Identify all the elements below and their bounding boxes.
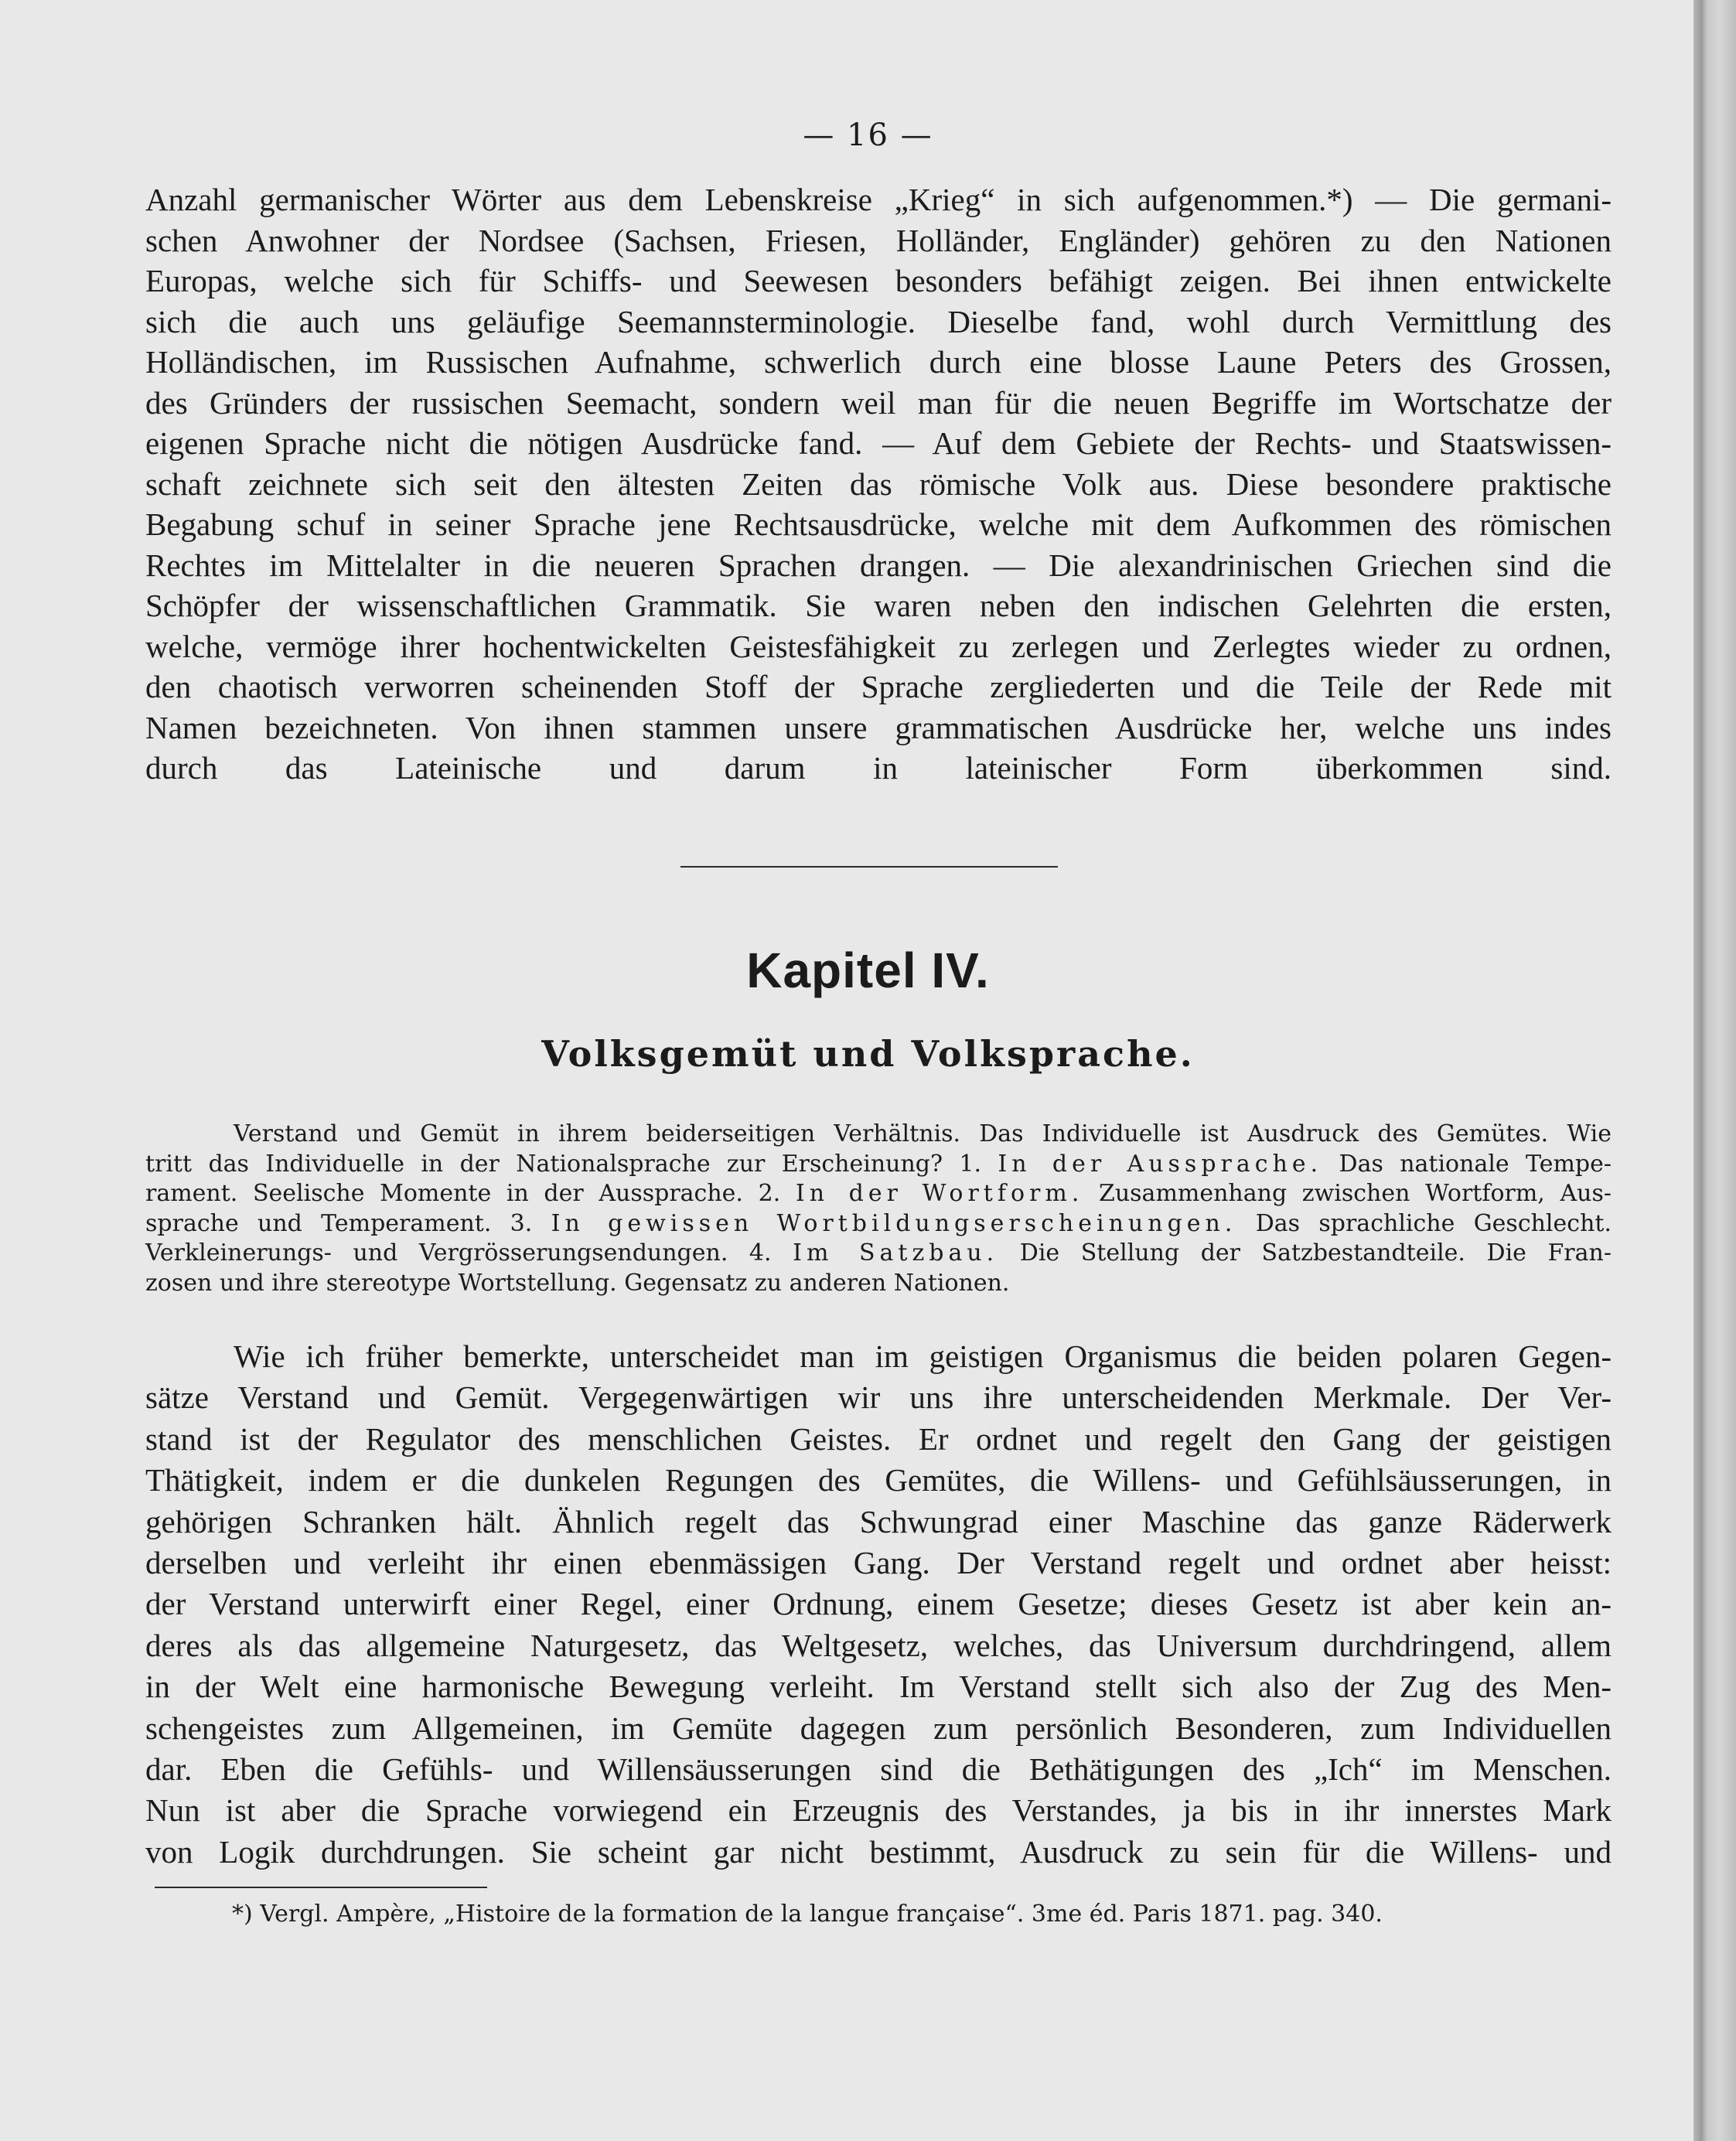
footnote-divider <box>155 1887 487 1888</box>
text-line: deres als das allgemeine Naturgesetz, das Weltgesetz, welches, das Universum durchdringend, allem <box>145 1627 1612 1663</box>
text-line: sätze Verstand und Gemüt. Vergegenwärtigen wir uns ihre unterscheidenden Merkmale. Der Ver- <box>145 1379 1612 1416</box>
text-line: schaft zeichnete sich seit den ältesten Zeiten das römische Volk aus. Diese besondere praktische <box>145 465 1612 502</box>
summary-text: rament. Seelische Momente in der Aussprache. 2. <box>145 1180 781 1207</box>
text-line: eigenen Sprache nicht die nötigen Ausdrücke fand. — Auf dem Gebiete der Rechts- und Staatswissen- <box>145 425 1612 461</box>
summary-line <box>145 1150 1612 1180</box>
summary-text: Das nationale Tempe- <box>1339 1150 1612 1178</box>
summary-line <box>145 1239 1612 1269</box>
text-line: welche, vermöge ihrer hochentwickelten Geistesfähigkeit zu zerlegen und Zerlegtes wieder zu ordnen, <box>145 628 1612 664</box>
footnote: *) Vergl. Ampère, „Histoire de la formation de la langue française“. 3me éd. Paris 1871. pag. 340. <box>232 1901 1383 1928</box>
paragraph-2 <box>145 1336 1612 1873</box>
summary-line: Verstand und Gemüt in ihrem beiderseitigen Verhältnis. Das Individuelle ist Ausdruck des Gemütes. Wie <box>234 1120 1612 1147</box>
text-line: stand ist der Regulator des menschlichen Geistes. Er ordnet und regelt den Gang der geistigen <box>145 1420 1612 1457</box>
section-divider <box>680 866 1058 868</box>
text-line: von Logik durchdrungen. Sie scheint gar nicht bestimmt, Ausdruck zu sein für die Willens- und <box>145 1833 1612 1870</box>
page-number: — 16 — <box>803 118 933 153</box>
text-line: sich die auch uns geläufige Seemannsterminologie. Dieselbe fand, wohl durch Vermittlung des <box>145 303 1612 339</box>
text-line: Rechtes im Mittelalter in die neueren Sprachen drangen. — Die alexandrinischen Griechen sind die <box>145 547 1612 583</box>
summary-line <box>145 1179 1612 1209</box>
text-line: Holländischen, im Russischen Aufnahme, schwerlich durch eine blosse Laune Peters des Grossen, <box>145 344 1612 380</box>
text-line: schen Anwohner der Nordsee (Sachsen, Friesen, Holländer, Engländer) gehören zu den Nationen <box>145 222 1612 258</box>
text-line: Wie ich früher bemerkte, unterscheidet man im geistigen Organismus die beiden polaren Gegen- <box>234 1338 1612 1374</box>
summary-topic: In der Wortform. <box>795 1180 1084 1207</box>
text-line: schengeistes zum Allgemeinen, im Gemüte dagegen zum persönlich Besonderen, zum Individuellen <box>145 1710 1612 1746</box>
text-line: in der Welt eine harmonische Bewegung verleiht. Im Verstand stellt sich also der Zug des Men- <box>145 1669 1612 1705</box>
text-line: Begabung schuf in seiner Sprache jene Rechtsausdrücke, welche mit dem Aufkommen des römischen <box>145 506 1612 542</box>
text-line: derselben und verleiht ihr einen ebenmässigen Gang. Der Verstand regelt und ordnet aber heisst: <box>145 1545 1612 1581</box>
text-line: durch das Lateinische und darum in lateinischer Form überkommen sind. <box>145 750 1612 786</box>
text-line: des Gründers der russischen Seemacht, sondern weil man für die neuen Begriffe im Wortschatze der <box>145 384 1612 421</box>
chapter-summary <box>145 1120 1612 1298</box>
text-line: Namen bezeichneten. Von ihnen stammen unsere grammatischen Ausdrücke her, welche uns indes <box>145 709 1612 745</box>
paragraph-1 <box>145 179 1612 789</box>
summary-text: tritt das Individuelle in der Nationalsprache zur Erscheinung? 1. <box>145 1150 982 1178</box>
summary-topic: In gewissen Wortbildungserscheinungen. <box>551 1209 1237 1237</box>
text-line: Nun ist aber die Sprache vorwiegend ein Erzeugnis des Verstandes, ja bis in ihr innerstes Mark <box>145 1792 1612 1829</box>
summary-topic: Im Satzbau. <box>793 1239 999 1267</box>
text-line: Thätigkeit, indem er die dunkelen Regungen des Gemütes, die Willens- und Gefühlsäusserungen, in <box>145 1462 1612 1498</box>
text-line: dar. Eben die Gefühls- und Willensäusserungen sind die Bethätigungen des „Ich“ im Menschen. <box>145 1751 1612 1788</box>
summary-text: Zusammenhang zwischen Wortform, Aus- <box>1099 1180 1612 1207</box>
chapter-subtitle: Volksgemüt und Volksprache. <box>541 1033 1195 1075</box>
chapter-title: Kapitel IV. <box>746 943 990 998</box>
summary-text: sprache und Temperament. 3. <box>145 1209 533 1237</box>
text-line: Schöpfer der wissenschaftlichen Grammatik. Sie waren neben den indischen Gelehrten die ersten, <box>145 588 1612 623</box>
summary-topic: In der Aussprache. <box>998 1150 1323 1178</box>
text-line: den chaotisch verworren scheinenden Stoff der Sprache zergliederten und die Teile der Rede mit <box>145 669 1612 704</box>
summary-text: Das sprachliche Geschlecht. <box>1255 1209 1612 1237</box>
summary-line: zosen und ihre stereotype Wortstellung. Gegensatz zu anderen Nationen. <box>145 1269 1010 1297</box>
summary-text: Verkleinerungs- und Vergrösserungsendungen. 4. <box>145 1239 772 1267</box>
text-line: gehörigen Schranken hält. Ähnlich regelt das Schwungrad einer Maschine das ganze Räderwerk <box>145 1503 1612 1539</box>
text-line: Anzahl germanischer Wörter aus dem Lebenskreise „Krieg“ in sich aufgenommen.*) — Die germani- <box>145 182 1612 217</box>
text-line: der Verstand unterwirft einer Regel, einer Ordnung, einem Gesetze; dieses Gesetz ist aber kein an- <box>145 1586 1612 1622</box>
text-line: Europas, welche sich für Schiffs- und Seewesen besonders befähigt zeigen. Bei ihnen entwickelte <box>145 263 1612 298</box>
summary-line <box>145 1209 1612 1239</box>
summary-text: Die Stellung der Satzbestandteile. Die Fran- <box>1019 1239 1612 1267</box>
